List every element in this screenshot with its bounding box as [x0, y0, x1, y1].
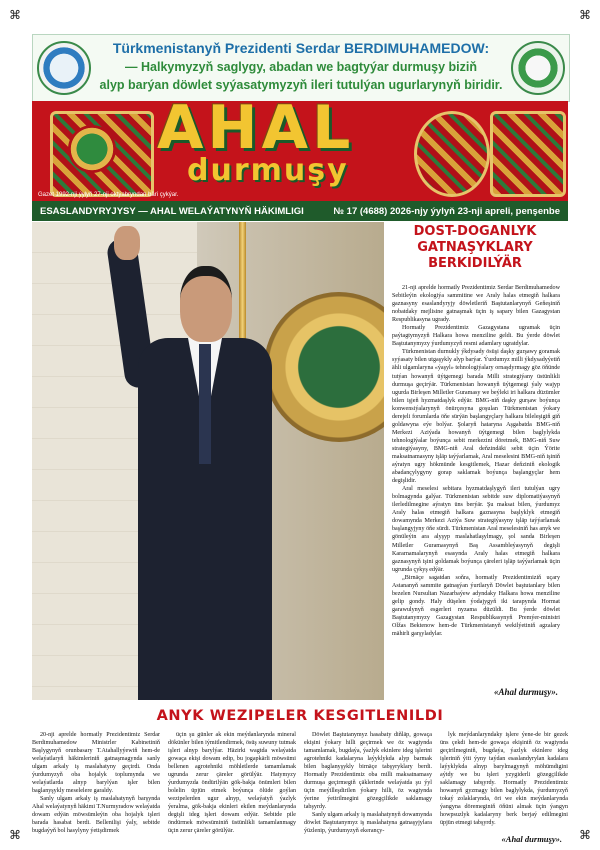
banner-quote-line: alyp barýan döwlet syýasatymyzyň ileri tutulýan ugurlarynyň biridir.: [99, 78, 503, 92]
registration-mark-icon: ⌘: [9, 828, 21, 842]
banner-attribution: Türkmenistanyň Prezidenti Serdar BERDIMUHAMEDOW:: [112, 40, 490, 56]
paragraph: 20-nji aprelde hormatly Prezidentimiz Serdar Berdimuhamedow Ministrler Kabinetiniň Başlygynyň orunbasary T.Atahallyýewiň hem-de welaýatlaryň häkimleriniň gatnaşmagynda sanly ulgam arkaly iş maslahatyny geçirdi. Onda ýurdumyzyň oba hojalyk toplumynda we welaýatlarda alnyp barylýan işler bilen baglanyşykly meselelere garaldy.: [32, 732, 160, 794]
text-column: [32, 731, 160, 835]
paragraph: Hormatly Prezidentimiz Gazagystana ugramak üçin paýtagtymyzyň Halkara howa menziline geldi. Bu ýerde döwlet Baştutanymyzy ýurdumyzyň resmi adamlary ugratdylar.: [392, 325, 560, 348]
paragraph: Döwlet Baştutanymyz hasabaty diňläp, gowaça ekişini ýokary hilli geçirmek we öz wagtynda tamamlamak, bugdaýa, ýazlyk ekinlere ideg işlerini agrotehniki kadalaryna laýyklykda alyp barmak bilen baglanyşykly birnäçe tabşyryklary berdi. Hormatly Prezidentimiz oba milli maksatnamasy durmuşa geçirmegiň çäklerinde welaýatda şu ýyl üçin meýilleşdirilen ýokary hilli, öz wagtynda ýerine ýetirilmegini gözegçilikde saklamagy tabşyrdy.: [304, 732, 432, 810]
second-article-signature: «Ahal durmuşy».: [501, 834, 562, 844]
title-line: BERKIDILÝÄR: [428, 256, 522, 271]
paragraph: 21-nji aprelde hormatly Prezidentimiz Serdar Berdimuhamedow Sebitleýin ekologiýa sammitine we Araly halas etmegiň halkara gaznasyny esaslandyryjy döwletleriň Baştutanlarynyň Geňeşiniň nobatdaky mejlisine gatnaşmak üçin iş sapary bilen Gazagystan Respublikasyna ugrady.: [392, 285, 560, 324]
lead-photo: [32, 222, 384, 700]
second-article-title: ANYK WEZIPELER KESGITLENILDI: [156, 708, 444, 724]
tie: [199, 344, 211, 464]
registration-mark-icon: ⌘: [579, 828, 591, 842]
paragraph: lyk meýdanlaryndaky işlere ýene-de bir gezek üns çekdi hem-de gowaça ekişiniň öz wagtynda geçirilmeginiň, bugdaýa, ýazlyk ekinlere ideg işleriniň ýiti ýyny taýdan esaslandyrylan kadalara laýyklykda alnyp barylmagynyň möhümdigini aýtdy we bu işleri yzygiderli gözegçilikde saklamagy tabşyrdy. Hormatly Prezidentimiz howanyň gyzmagy bilen baglylykda, ýurdumyzyň tokaý zolaklarynda, öri we ekin meýdanlarynda ýangyna döremeginiň öňüni almak üçin ýangyn howpsuzlyk kadalaryny berk berjaý edilmegini üpjün etmegi tabşyrdy.: [440, 732, 568, 826]
quote-banner: [32, 34, 570, 102]
paragraph: Türkmenistan durnukly ýkdysady ösüşi daşky gurşawy goramak syýasaty bilen utgaşykly alyp barýar. Ýurdumyz milli ýkdysadyýetiň ähli ulgamlaryna «ýaşyl» tehnologiýalary ornaşdyrmagy göz öňünde tutýan howanyň üýtgemegi barada Milli strategiýany üstünlikli durmuşa geçirýär. Türkmenistan howanyň üýtgemegi ýaly wajyp ugurda Birleşen Milletler Guramasy we beýleki iri halkara düzümler bilen işjeň hyzmatdaşlyk edýär. BMG-niň daşky gurşaw boýunça konwensiýalarynyň önürçesyna goşulan Türkmenistan ýokary derejeli forumlarda öňe sürýän başlangyçlary halkara bileleşigiň giň goldawyna eýe bolýar. Şolaryň hataryna Aşgabatda BMG-niň Merkezi Aziýada howanyň üýtgemegi bilen baglylykda tehnologiýalar boýunça sebit merkezini döretmek, BMG-niň Suw strategiýasyny, BMG-niň Aral deňzindäki sebit üçin Ýörite maksatnamasyny işläp taýýarlamak, Aral meselesini BMG-niň işiniň aýratyn ugry hökmünde kesgitlemek, Hazar deňziniň ekologik abadançylygyny gorap saklamak boýunça başlangyçlar hem degişlidir.: [392, 349, 560, 485]
banner-quote-line: — Halkymyzyň saglygy, abadan we bagtyýar durmuşy biziň: [125, 60, 477, 74]
lead-article-title: [392, 224, 558, 272]
title-line: GATNAŞYKLARY: [417, 240, 533, 255]
issue-info-bar: [32, 201, 568, 221]
text-column: [440, 731, 568, 827]
text-column: [304, 731, 432, 835]
carpet-gul-icon: [414, 111, 490, 197]
paragraph: „Birnäçe sagatdan soňra, hormatly Prezidentimiziň uçary Astananyň sammite gatnaşýan ýurtlaryň Döwlet baştutanlary bilen bezelen Nursultan Nazarbaýew adyndaky Halkara howa menziline gelip gondy. Haly düşelen ýodajygyň iki tarapynda Hormat garawulynyň esgerleri nyzama düzüldi. Bu ýerde döwlet Baştutanymyzy Gazagystan Respublikasynyň Premýer-ministri Olžas Bektenow hem-de Türkmenistanyň wekilýetiniň agzalary mähirli garşyladylar.: [392, 574, 560, 638]
paragraph: Aral meselesi sebitara hyzmatdaşlygyň ileri tutulýan ugry bolmagynda galýar. Türkmenistan sebitde suw diplomatiýasynyň ilerledilmegine aýratyn üns berýär. Şu maksat bilen, ýurdumyz Araly halas etmegiň halkara gaznasyna başlyklyk etmegiň dowamynda Merkezi Aziýa Suw strategiýasyny işläp taýýarlamak başlangyjyny öňe sürdi. Türkmenistan Aral meselesiniň has anyk we gönüleýin ara alyşyp maslahatlaşylmagy, şol sanda Birleşen Milletler Guramasynyň Baş Assambleýasynyň degişli Kararnamalarynyň esasynda Araly halas etmegiň halkara gaznasynyň işini goldamak boýunça çäreleri işläp taýýarlamak üçin ugrunda çykyş edýär.: [392, 486, 560, 573]
state-emblem-icon: [68, 125, 116, 173]
newspaper-subtitle: durmuşy: [187, 153, 349, 188]
title-line: DOST-DOGANLYK: [413, 224, 537, 239]
head: [180, 266, 232, 342]
issue-number-date: № 17 (4688) 2026-njy ýylyň 23-nji apreli, penşenbe: [333, 206, 560, 217]
second-article-body: [32, 731, 568, 834]
text-column: [168, 731, 296, 835]
paragraph: üçin şu günler ak ekin meýdanlarynda mineral dökünler bilen iýmitlendirmek, ösüş suwuny tutmak işleri alnyp barylýar. Häzirki wagtda welaýatda gowaça ekişi dowam edip, bu jogapkärli möwsümi bellenen agrotehniki möhletlerde tamamlamak ugrunda zerur çäreler görülýär. Hatymyzy ýurdumyzda öndürilýän gök-bakja önümleri bilen bolelin üpjün etmek boýunça ölüde goýlan wezipelerden ugur alnyp, welaýatyň ýazlyk ýeralma, gök-bakja ekinleri ekilen meýdanlarynda degişli ideg işleri dowam edýär. Sebitde pile öndürmek möwsüminiň üstünlikli tamamlanmagy üçin zerur çäreler görülýär.: [168, 732, 296, 834]
lead-article-signature: «Ahal durmuşy».: [493, 687, 558, 697]
year-emblem-icon: [511, 41, 565, 95]
waving-hand: [114, 226, 140, 260]
registration-mark-icon: ⌘: [579, 8, 591, 22]
newspaper-title: AHAL: [157, 101, 355, 163]
masthead: [32, 101, 568, 201]
president-figure: [108, 266, 298, 700]
health-emblem-icon: [37, 41, 91, 95]
paragraph: Sanly ulgam arkaly iş maslahatynyň dowamynda döwlet Baştutanymyz iş maslahatyna gatnaşyjylara ýüzlenip, ýurdumyzyň ekerançy-: [304, 812, 432, 834]
lead-article-body: [392, 284, 560, 638]
paragraph: Sanly ulgam arkaly iş maslahatynyň barşynda Ahal welaýatynyň häkimi T.Nurmyradow welaýatda dowam edýän möwsümleýin oba hojalyk işleri barada hasabat berdi. Bellenilişi ýaly, sebitde bugdaýyň bol hasylyny ýetişdirmek: [32, 796, 160, 834]
registration-mark-icon: ⌘: [9, 8, 21, 22]
founder-label: ESASLANDYRYJYSY — AHAL WELAÝATYNYŇ HÄKIMLIGI: [40, 206, 304, 217]
founded-note: Gazet 1992-nji ýylyň 27-nji oktýabryndan bäri çykýar.: [38, 192, 179, 198]
carpet-ornament-icon: [490, 111, 566, 197]
